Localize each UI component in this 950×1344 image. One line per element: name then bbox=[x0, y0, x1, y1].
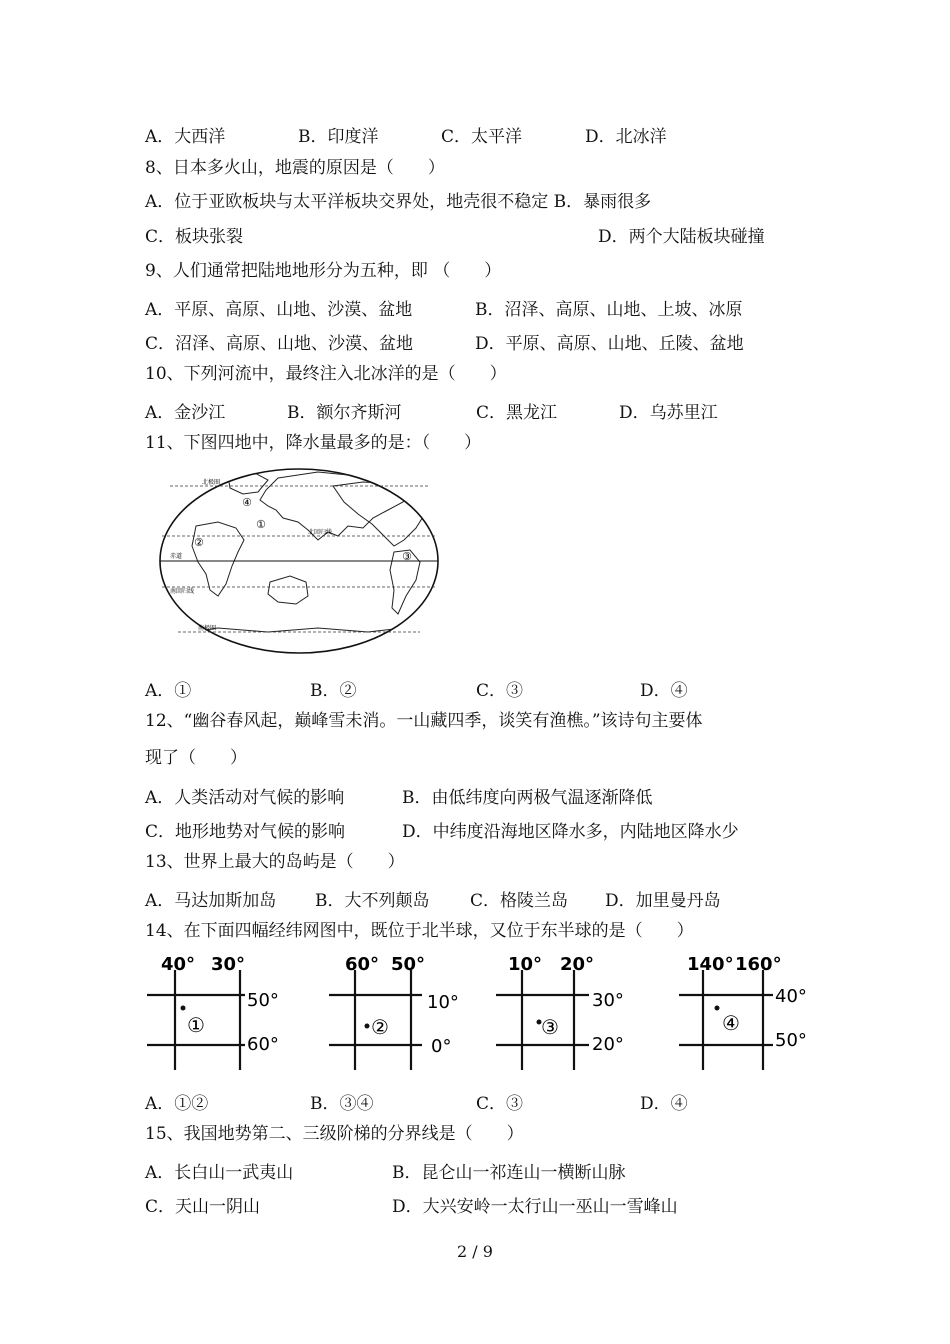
q7-option-d[interactable]: D．北冰洋 bbox=[585, 127, 667, 147]
grid2-top-right-label: 50° bbox=[391, 954, 426, 975]
q13-option-a[interactable]: A．马达加斯加岛 bbox=[145, 891, 277, 911]
grid4-top-left-label: 140° bbox=[687, 954, 734, 975]
arctic-label: 北极圈 bbox=[202, 479, 221, 486]
q8-option-ab[interactable]: A．位于亚欧板块与太平洋板块交界处，地壳很不稳定 B．暴雨很多 bbox=[145, 192, 652, 212]
marker-2: ② bbox=[194, 536, 204, 549]
grid3-right-top-label: 30° bbox=[592, 990, 624, 1011]
q10-option-b[interactable]: B．额尔齐斯河 bbox=[287, 403, 402, 423]
q15-option-c[interactable]: C．天山一阴山 bbox=[145, 1197, 261, 1217]
q7-option-c[interactable]: C．太平洋 bbox=[441, 127, 523, 147]
lat-lon-grid-4 bbox=[677, 950, 827, 1075]
grid1-right-bottom-label: 60° bbox=[247, 1034, 279, 1055]
lat-lon-grid-3 bbox=[494, 950, 644, 1075]
grid2-point bbox=[365, 1024, 370, 1029]
q15-stem: 15、我国地势第二、三级阶梯的分界线是（ ） bbox=[145, 1124, 524, 1144]
grid4-point bbox=[715, 1006, 720, 1011]
q8-stem: 8、日本多火山，地震的原因是（ ） bbox=[145, 158, 445, 178]
q11-option-a[interactable]: A．① bbox=[145, 681, 192, 701]
q10-option-c[interactable]: C．黑龙江 bbox=[476, 403, 558, 423]
grid1-top-left-label: 40° bbox=[161, 954, 196, 975]
q14-stem: 14、在下面四幅经纬网图中，既位于北半球，又位于东半球的是（ ） bbox=[145, 921, 694, 941]
q12-stem-line1: 12、“幽谷春风起，巅峰雪未消。一山藏四季，谈笑有渔樵。”该诗句主要体 bbox=[145, 711, 703, 731]
q15-option-d[interactable]: D．大兴安岭一太行山一巫山一雪峰山 bbox=[392, 1197, 678, 1217]
q14-option-d[interactable]: D．④ bbox=[640, 1094, 688, 1114]
grid2-marker: ② bbox=[371, 1015, 389, 1039]
q9-option-c[interactable]: C．沼泽、高原、山地、沙漠、盆地 bbox=[145, 334, 414, 354]
equator-label: 赤道 bbox=[170, 553, 183, 560]
grid3-marker: ③ bbox=[541, 1015, 559, 1039]
q12-option-c[interactable]: C．地形地势对气候的影响 bbox=[145, 822, 346, 842]
q13-option-c[interactable]: C．格陵兰岛 bbox=[470, 891, 569, 911]
antarctic-label: 南极圈 bbox=[198, 625, 217, 632]
q13-option-d[interactable]: D．加里曼丹岛 bbox=[605, 891, 721, 911]
grid2-right-bottom-label: 0° bbox=[431, 1036, 452, 1057]
grid4-right-bottom-label: 50° bbox=[775, 1030, 807, 1051]
world-map-figure bbox=[158, 466, 440, 656]
grid1-top-right-label: 30° bbox=[211, 954, 246, 975]
q8-option-d[interactable]: D．两个大陆板块碰撞 bbox=[598, 227, 765, 247]
q8-option-c[interactable]: C．板块张裂 bbox=[145, 227, 244, 247]
q7-option-b[interactable]: B．印度洋 bbox=[298, 127, 379, 147]
grid1-point bbox=[181, 1006, 186, 1011]
grid1-marker: ① bbox=[187, 1013, 205, 1037]
marker-4: ④ bbox=[242, 496, 252, 509]
grid2-right-top-label: 10° bbox=[427, 992, 459, 1013]
lat-lon-grid-2 bbox=[327, 950, 477, 1075]
q12-option-a[interactable]: A．人类活动对气候的影响 bbox=[145, 788, 345, 808]
q11-option-c[interactable]: C．③ bbox=[476, 681, 524, 701]
grid4-right-top-label: 40° bbox=[775, 986, 807, 1007]
q7-option-a[interactable]: A．大西洋 bbox=[145, 127, 226, 147]
q14-option-b[interactable]: B．③④ bbox=[310, 1094, 374, 1114]
marker-1: ① bbox=[256, 518, 266, 531]
tropic-north-label: 北回归线 bbox=[308, 529, 333, 536]
grid3-top-right-label: 20° bbox=[560, 954, 595, 975]
q10-option-d[interactable]: D．乌苏里江 bbox=[619, 403, 718, 423]
marker-3: ③ bbox=[402, 550, 412, 563]
grid3-top-left-label: 10° bbox=[508, 954, 543, 975]
q14-option-a[interactable]: A．①② bbox=[145, 1094, 209, 1114]
q10-stem: 10、下列河流中，最终注入北冰洋的是（ ） bbox=[145, 364, 507, 384]
q11-stem: 11、下图四地中，降水量最多的是：（ ） bbox=[145, 433, 482, 453]
q9-option-a[interactable]: A．平原、高原、山地、沙漠、盆地 bbox=[145, 300, 413, 320]
grid3-right-bottom-label: 20° bbox=[592, 1034, 624, 1055]
q12-option-b[interactable]: B．由低纬度向两极气温逐渐降低 bbox=[402, 788, 653, 808]
q15-option-a[interactable]: A．长白山一武夷山 bbox=[145, 1163, 294, 1183]
q10-option-a[interactable]: A．金沙江 bbox=[145, 403, 226, 423]
q9-stem: 9、人们通常把陆地地形分为五种，即 （ ） bbox=[145, 261, 502, 281]
tropic-south-label: 南回归线 bbox=[170, 588, 195, 595]
q14-option-c[interactable]: C．③ bbox=[476, 1094, 524, 1114]
lat-lon-grid-1 bbox=[145, 950, 295, 1075]
grid4-top-right-label: 160° bbox=[735, 954, 782, 975]
grid4-marker: ④ bbox=[722, 1011, 740, 1035]
q13-stem: 13、世界上最大的岛屿是（ ） bbox=[145, 852, 405, 872]
grid2-top-left-label: 60° bbox=[345, 954, 380, 975]
q11-option-b[interactable]: B．② bbox=[310, 681, 357, 701]
q9-option-d[interactable]: D．平原、高原、山地、丘陵、盆地 bbox=[475, 334, 744, 354]
q11-option-d[interactable]: D．④ bbox=[640, 681, 688, 701]
grid1-right-top-label: 50° bbox=[247, 990, 279, 1011]
q13-option-b[interactable]: B．大不列颠岛 bbox=[315, 891, 430, 911]
q12-stem-line2: 现了（ ） bbox=[145, 748, 247, 768]
q9-option-b[interactable]: B．沼泽、高原、山地、上坡、冰原 bbox=[475, 300, 743, 320]
q15-option-b[interactable]: B．昆仑山一祁连山一横断山脉 bbox=[392, 1163, 626, 1183]
q12-option-d[interactable]: D．中纬度沿海地区降水多，内陆地区降水少 bbox=[402, 822, 739, 842]
page-number: 2 / 9 bbox=[457, 1242, 493, 1261]
